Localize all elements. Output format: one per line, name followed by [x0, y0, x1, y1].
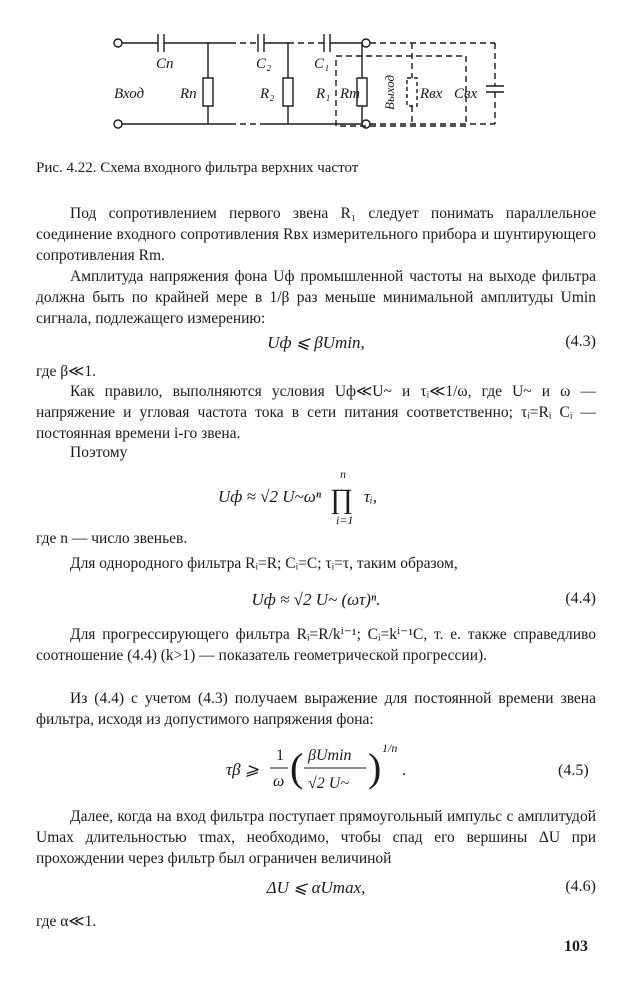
equation-4-5-left-paren: ( [290, 745, 304, 790]
output-terminal-bottom [362, 120, 370, 128]
equation-4-6-formula: ΔU ⩽ αUmax, [266, 878, 366, 897]
equation-4-5-frac-num: 1 [276, 747, 284, 764]
equation-4-5-frac-den: ω [273, 773, 285, 790]
page-number: 103 [564, 938, 588, 955]
label-r1: R₁ [316, 86, 331, 102]
paragraph-6: Из (4.4) с учетом (4.3) получаем выражение для постоянной времени звена фильтра, исходя из допустимого напряжения фона: [36, 690, 596, 728]
label-rn: Rп [180, 86, 197, 102]
label-c2: C₂ [256, 56, 272, 72]
label-cn: Cп [156, 56, 174, 72]
equation-product-right: τᵢ, [364, 487, 378, 506]
equation-product-symbol: ∏ [330, 484, 354, 515]
circuit-diagram [100, 28, 520, 140]
input-terminal-top [114, 39, 122, 47]
input-terminal-bottom [114, 120, 122, 128]
equation-product-bottom: i=1 [336, 513, 354, 527]
equation-4-3 [36, 333, 596, 363]
equation-4-5-number: (4.5) [558, 762, 589, 779]
equation-4-5-inner-den: √2 U~ [308, 775, 349, 792]
paragraph-5: Для прогрессирующего фильтра Rᵢ=R/kⁱ⁻¹; Cᵢ=kⁱ⁻¹C, т. е. также справедливо соотношение (4.4) (k>1) — показатель геометрической прогрессии). [36, 626, 596, 664]
equation-4-3-formula: Uф ⩽ βUmin, [267, 333, 365, 352]
label-output: Выход [382, 74, 397, 110]
equation-4-6 [36, 878, 596, 908]
label-r2: R₂ [260, 86, 275, 102]
equation-4-3-number: (4.3) [565, 333, 596, 350]
therefore-text: Поэтому [70, 444, 128, 461]
equation-4-5-lhs: τβ ⩾ [226, 760, 260, 779]
equation-4-4-formula: Uф ≈ √2 U~ (ωτ)ⁿ. [251, 590, 381, 609]
label-rvx: Rвх [420, 86, 443, 102]
paragraph-7: Далее, когда на вход фильтра поступает прямоугольный импульс с амплитудой Umax длительностью τmax, необходимо, чтобы спад его вершины ΔU при прохождении через фильтр был ограничен величиной [36, 808, 596, 867]
equation-4-4-number: (4.4) [565, 590, 596, 607]
equation-product-top: n [340, 467, 346, 481]
equation-product-left: Uф ≈ √2 U~ωⁿ [218, 487, 322, 506]
where-n: где n — число звеньев. [36, 530, 188, 547]
equation-4-5-right-paren: ) [368, 745, 382, 790]
equation-product [36, 466, 596, 528]
paragraph-1: Под сопротивлением первого звена R₁ следует понимать параллельное соединение входного сопротивления Rвх измерительного прибора и шунтирующего сопротивления Rm. [36, 205, 596, 264]
output-terminal-top [362, 39, 370, 47]
label-cvx: Cвх [454, 86, 478, 102]
paragraph-2: Амплитуда напряжения фона Uф промышленной частоты на выходе фильтра должна быть по крайней мере в 1/β раз меньше минимальной амплитуды Umin сигнала, подлежащего измерению: [36, 268, 596, 327]
figure-caption: Рис. 4.22. Схема входного фильтра верхних частот [36, 160, 359, 176]
equation-4-5-inner-num: βUmin [308, 747, 352, 764]
equation-4-6-number: (4.6) [565, 878, 596, 895]
equation-4-5-period: . [402, 760, 407, 779]
label-c1: C₁ [314, 56, 330, 72]
label-input: Вход [114, 86, 145, 102]
paragraph-4: Для однородного фильтра Rᵢ=R; Cᵢ=C; τᵢ=τ, таким образом, [70, 555, 458, 572]
where-beta: где β≪1. [36, 363, 96, 380]
equation-4-5 [36, 738, 596, 802]
equation-4-5-exponent: 1/n [382, 741, 398, 755]
paragraph-3: Как правило, выполняются условия Uф≪U~ и τᵢ≪1/ω, где U~ и ω — напряжение и угловая частота тока в сети питания соответственно; τᵢ=Rᵢ Cᵢ — постоянная времени i-го звена. [36, 383, 596, 442]
equation-4-4 [36, 590, 596, 620]
label-rm: Rm [340, 86, 360, 102]
where-alpha: где α≪1. [36, 913, 97, 930]
